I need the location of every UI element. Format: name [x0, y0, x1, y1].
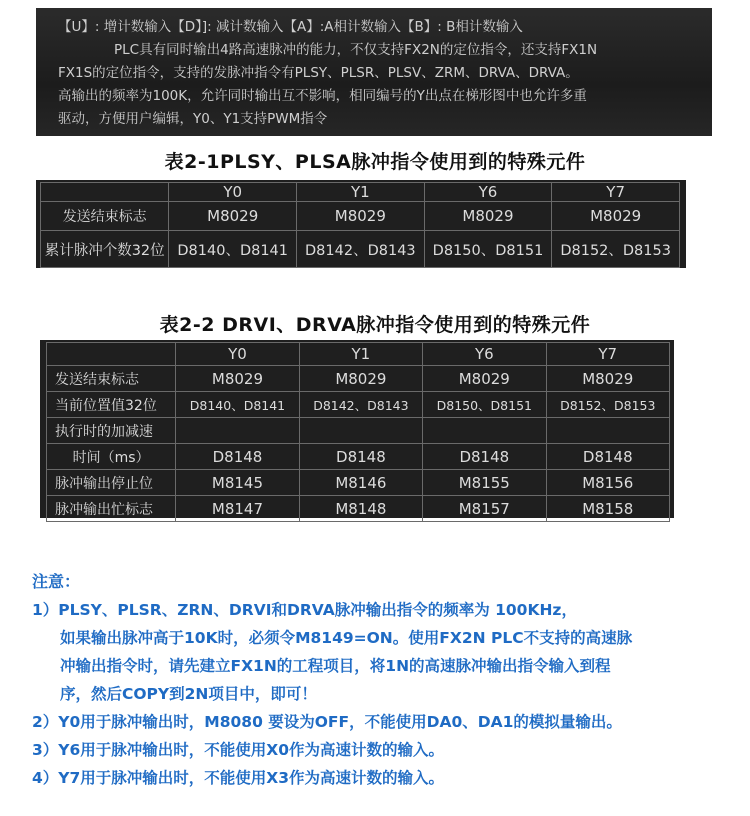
table-cell: M8155 [423, 470, 546, 496]
row-label: 脉冲输出停止位 [47, 470, 176, 496]
table-cell: M8145 [176, 470, 299, 496]
row-label: 累计脉冲个数32位 [41, 231, 169, 268]
intro-line-3: FX1S的定位指令，支持的发脉冲指令有PLSY、PLSR、PLSV、ZRM、DRVA、DRVA。 [58, 65, 579, 81]
note-item-1-cont: 如果输出脉冲高于10K时，必须令M8149=ON。使用FX2N PLC不支持的高速脉 [60, 629, 633, 647]
note-item-4: 4）Y7用于脉冲输出时，不能使用X3作为高速计数的输入。 [32, 769, 445, 787]
header-cell: Y7 [552, 183, 680, 202]
row-label: 发送结束标志 [47, 366, 176, 392]
table-header-row [47, 343, 670, 366]
table-cell: M8148 [299, 496, 422, 522]
table1-container [36, 180, 686, 268]
table-cell: D8152、D8153 [552, 231, 680, 268]
header-cell: Y7 [546, 343, 669, 366]
note-item-1: 1）PLSY、PLSR、ZRN、DRVI和DRVA脉冲输出指令的频率为 100KHz， [32, 601, 577, 619]
table-cell: M8157 [423, 496, 546, 522]
header-cell [47, 343, 176, 366]
table1 [40, 182, 680, 268]
header-cell: Y0 [169, 183, 297, 202]
table-cell: D8148 [423, 444, 546, 470]
table-cell: M8029 [424, 202, 552, 231]
table-cell: M8146 [299, 470, 422, 496]
table-cell: M8029 [297, 202, 425, 231]
row-label: 执行时的加减速 [47, 418, 176, 444]
table-cell: D8142、D8143 [297, 231, 425, 268]
table-cell: M8029 [176, 366, 299, 392]
table-cell: D8148 [546, 444, 669, 470]
notes-title: 注意： [32, 572, 81, 591]
table-row [47, 418, 670, 444]
table-cell [423, 418, 546, 444]
note-item-1-cont: 冲输出指令时，请先建立FX1N的工程项目，将1N的高速脉冲输出指令输入到程 [60, 657, 611, 675]
table-row [47, 444, 670, 470]
intro-line-4: 高输出的频率为100K，允许同时输出互不影响，相同编号的Y出点在梯形图中也允许多重 [58, 88, 587, 104]
table-cell [546, 418, 669, 444]
row-label: 时间（ms） [47, 444, 176, 470]
table-row [41, 202, 680, 231]
header-cell: Y0 [176, 343, 299, 366]
table-cell: M8158 [546, 496, 669, 522]
table-row [41, 231, 680, 268]
intro-line-1: 【U】: 增计数输入【D】]: 减计数输入【A】:A相计数输入【B】: B相计数输入 [58, 19, 523, 35]
table2 [46, 342, 670, 522]
table-row [47, 496, 670, 522]
note-item-3: 3）Y6用于脉冲输出时，不能使用X0作为高速计数的输入。 [32, 741, 445, 759]
table1-caption: 表2-1PLSY、PLSA脉冲指令使用到的特殊元件 [164, 151, 586, 173]
table-cell: D8140、D8141 [176, 392, 299, 418]
table-cell: M8029 [552, 202, 680, 231]
header-cell: Y1 [299, 343, 422, 366]
row-label: 脉冲输出忙标志 [47, 496, 176, 522]
table-cell: D8140、D8141 [169, 231, 297, 268]
intro-panel [36, 8, 712, 136]
intro-line-2: PLC具有同时输出4路高速脉冲的能力，不仅支持FX2N的定位指令，还支持FX1N [114, 42, 598, 58]
table-cell [176, 418, 299, 444]
table-header-row [41, 183, 680, 202]
table2-container [40, 340, 674, 518]
intro-line-5: 驱动，方便用户编辑，Y0、Y1支持PWM指令 [58, 111, 328, 127]
note-item-1-cont: 序，然后COPY到2N项目中，即可！ [60, 685, 317, 703]
row-label: 发送结束标志 [41, 202, 169, 231]
table-cell: D8142、D8143 [299, 392, 422, 418]
table-cell: D8148 [299, 444, 422, 470]
table-row [47, 470, 670, 496]
note-item-2: 2）Y0用于脉冲输出时，M8080 要设为OFF，不能使用DA0、DA1的模拟量输出。 [32, 713, 622, 731]
table-cell [299, 418, 422, 444]
notes-section [32, 568, 732, 792]
table-cell: D8148 [176, 444, 299, 470]
header-cell [41, 183, 169, 202]
table-cell: D8150、D8151 [424, 231, 552, 268]
table-cell: M8029 [169, 202, 297, 231]
table-cell: M8029 [423, 366, 546, 392]
table-cell: M8029 [546, 366, 669, 392]
header-cell: Y1 [297, 183, 425, 202]
table-cell: D8152、D8153 [546, 392, 669, 418]
header-cell: Y6 [424, 183, 552, 202]
header-cell: Y6 [423, 343, 546, 366]
table-cell: M8156 [546, 470, 669, 496]
table-row [47, 392, 670, 418]
table-row [47, 366, 670, 392]
row-label: 当前位置值32位 [47, 392, 176, 418]
table-cell: M8029 [299, 366, 422, 392]
table2-caption: 表2-2 DRVI、DRVA脉冲指令使用到的特殊元件 [159, 314, 591, 336]
table-cell: M8147 [176, 496, 299, 522]
table-cell: D8150、D8151 [423, 392, 546, 418]
